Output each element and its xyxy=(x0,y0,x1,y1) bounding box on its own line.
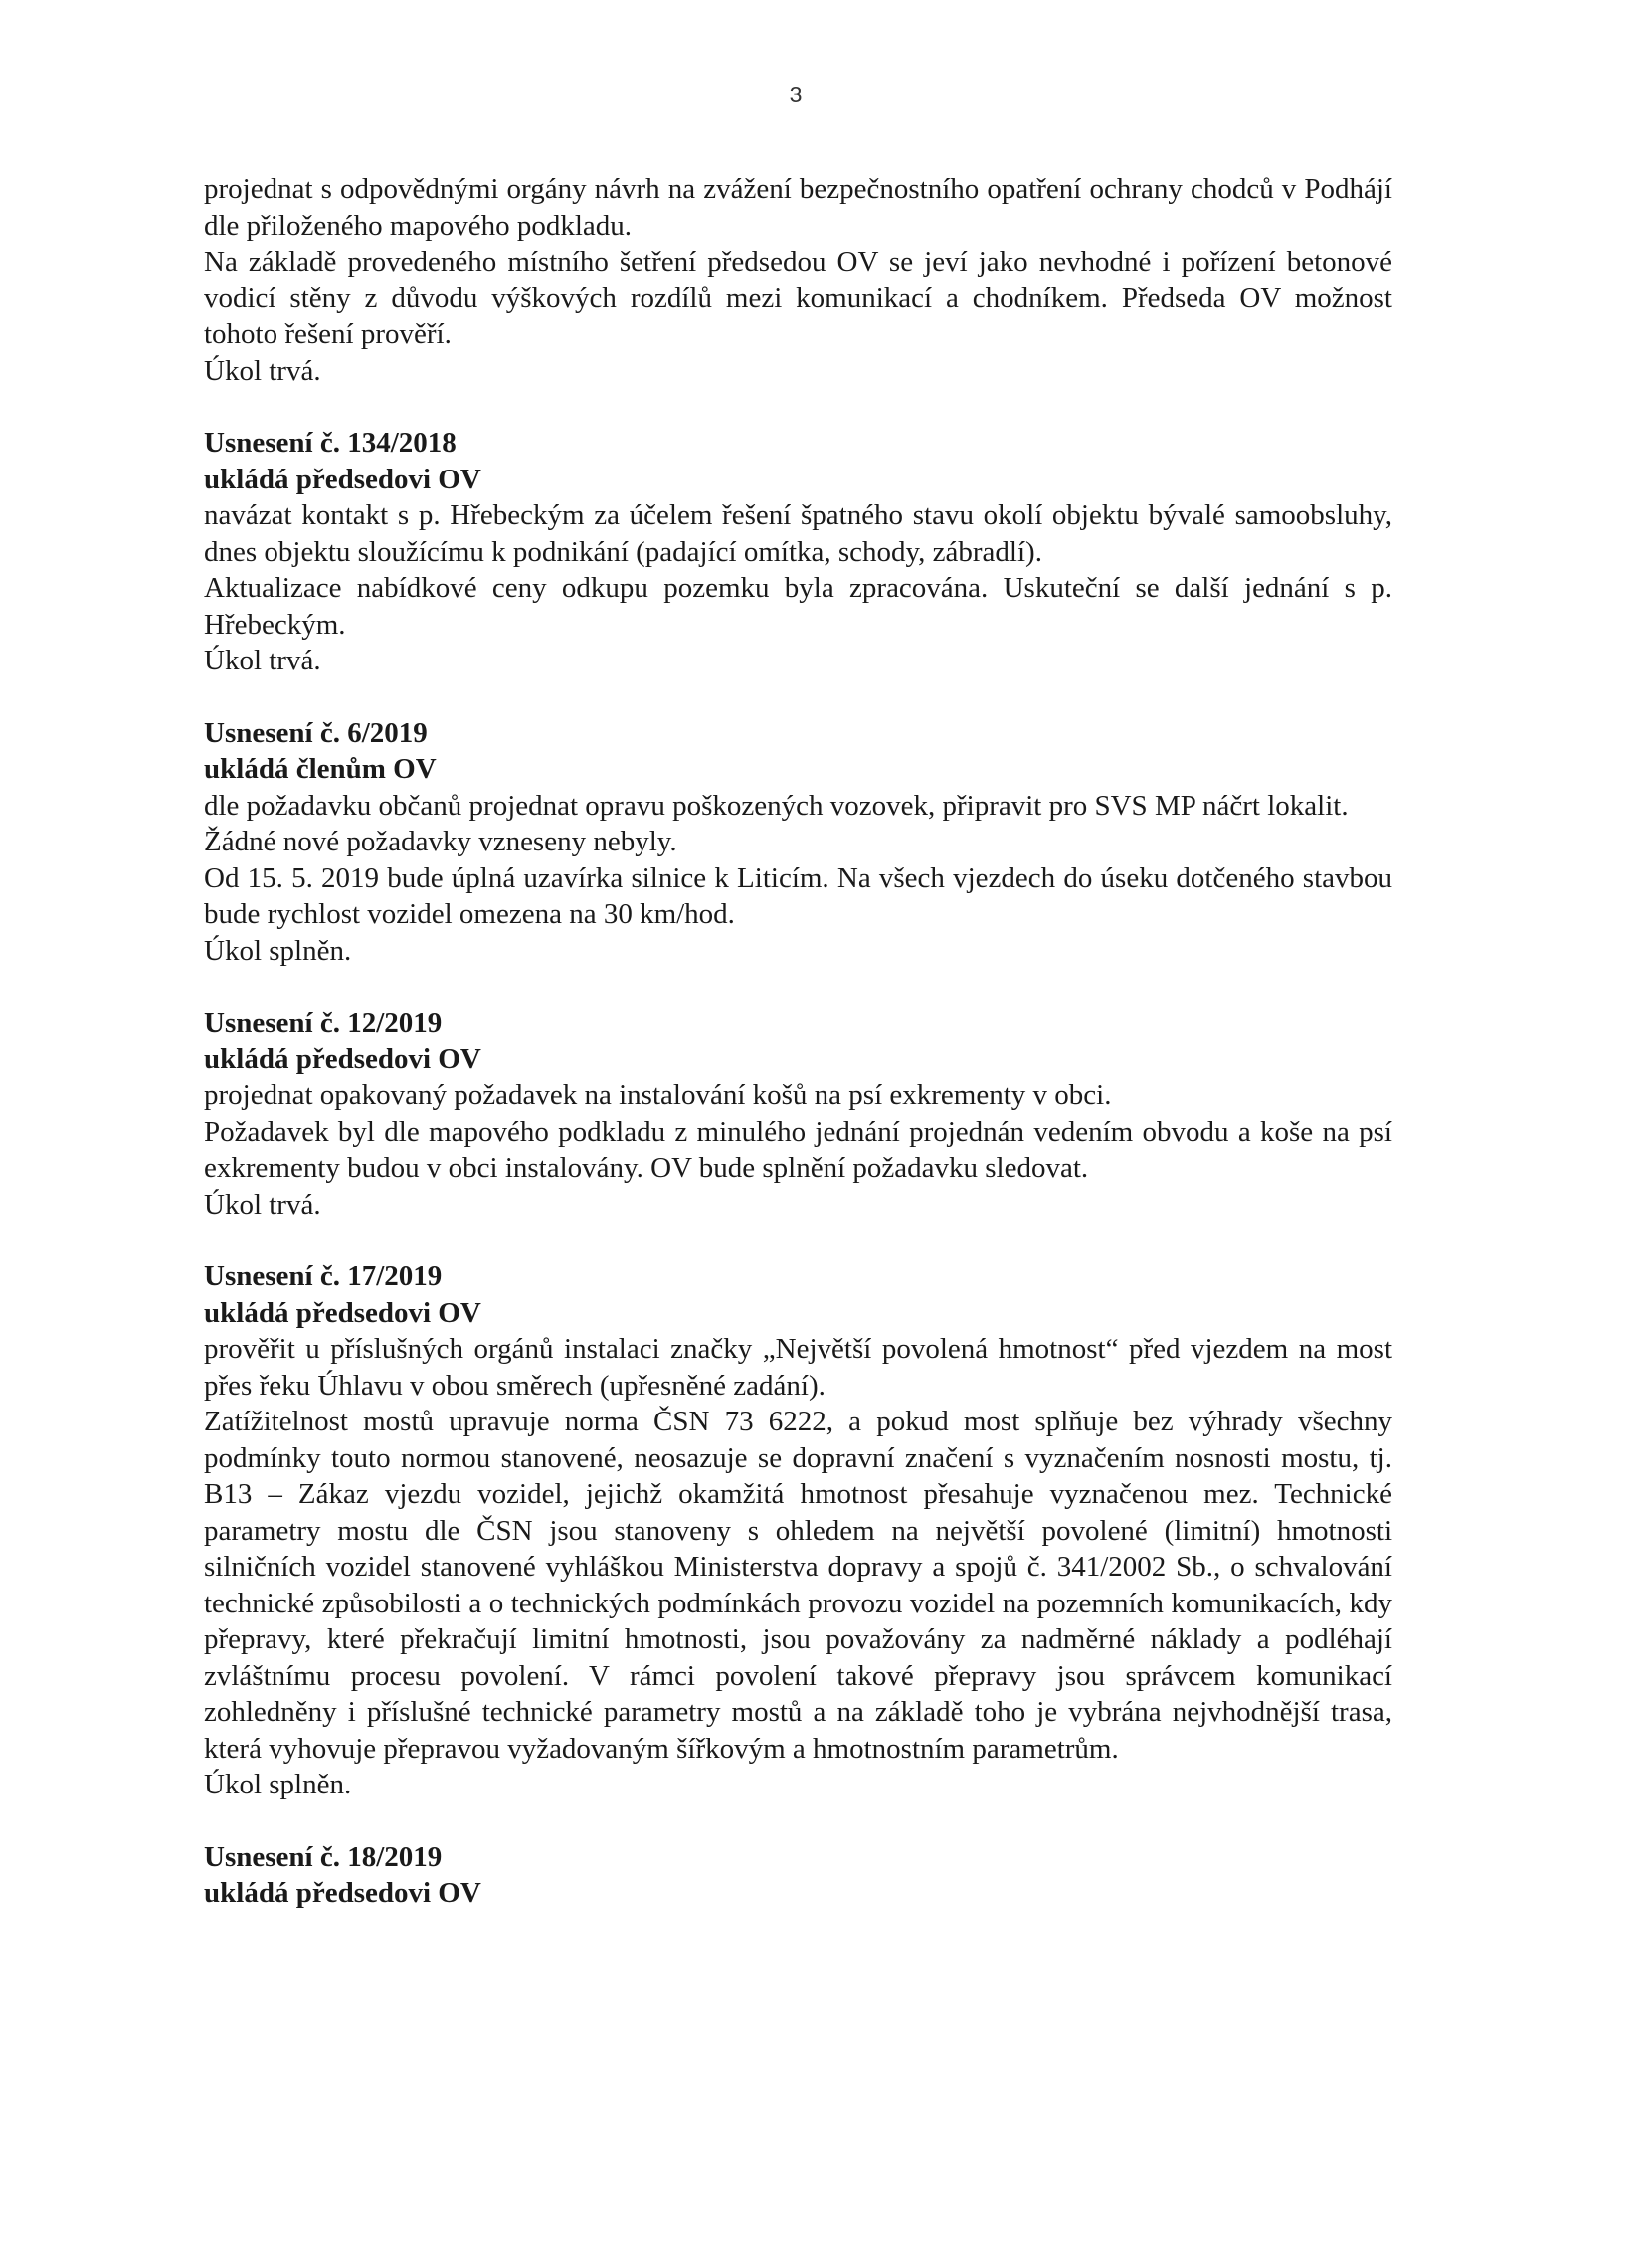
resolution-action: ukládá předsedovi OV xyxy=(204,1877,481,1909)
resolution-text: navázat kontakt s p. Hřebeckým za účelem řešení špatného stavu okolí objektu bývalé samoobsluhy, dnes objektu sloužícímu k podnikání (padající omítka, schody, zábradlí). xyxy=(204,499,1392,568)
intro-section xyxy=(204,171,1392,389)
resolution-action: ukládá předsedovi OV xyxy=(204,1042,481,1075)
resolution-text: Požadavek byl dle mapového podkladu z minulého jednání projednán vedením obvodu a koše na psí exkrementy budou v obci instalovány. OV bude splnění požadavku sledovat. xyxy=(204,1115,1392,1184)
resolution-number: Usnesení č. 17/2019 xyxy=(204,1260,443,1292)
document-body xyxy=(204,171,1392,1912)
resolution-17-2019 xyxy=(204,1258,1392,1803)
task-status: Úkol trvá. xyxy=(204,354,321,387)
resolution-number: Usnesení č. 12/2019 xyxy=(204,1007,443,1038)
task-status: Úkol trvá. xyxy=(204,1188,321,1221)
resolution-text: Od 15. 5. 2019 bude úplná uzavírka silnice k Liticím. Na všech vjezdech do úseku dotčeného stavbou bude rychlost vozidel omezena na 30 km/hod. xyxy=(204,861,1392,930)
task-status: Úkol splněn. xyxy=(204,934,352,967)
resolution-text: projednat opakovaný požadavek na instalování košů na psí exkrementy v obci. xyxy=(204,1079,1112,1111)
intro-paragraph: Na základě provedeného místního šetření předsedou OV se jeví jako nevhodné i pořízení betonové vodicí stěny z důvodu výškových rozdílů mezi komunikací a chodníkem. Předseda OV možnost tohoto řešení prověří. xyxy=(204,246,1392,350)
resolution-number: Usnesení č. 6/2019 xyxy=(204,716,428,749)
resolution-action: ukládá předsedovi OV xyxy=(204,1296,481,1329)
resolution-text: Aktualizace nabídkové ceny odkupu pozemku byla zpracována. Uskuteční se další jednání s p. Hřebeckým. xyxy=(204,572,1392,641)
task-status: Úkol trvá. xyxy=(204,645,321,676)
resolution-18-2019 xyxy=(204,1839,1392,1912)
resolution-text: Zatížitelnost mostů upravuje norma ČSN 73 6222, a pokud most splňuje bez výhrady všechny podmínky touto normou stanovené, neosazuje se dopravní značení s vyznačením nosnosti mostu, tj. B13 – Zákaz vjezdu vozidel, jejichž okamžitá hmotnost přesahuje vyznačenou mez. Technické parametry mostu dle ČSN jsou stanoveny s ohledem na největší povolené (limitní) hmotnosti silničních vozidel stanovené vyhláškou Ministerstva dopravy a spojů č. 341/2002 Sb., o schvalování technické způsobilosti a o technických podmínkách provozu vozidel na pozemních komunikacích, kdy přepravy, které překračují limitní hmotnosti, jsou považovány za nadměrné náklady a podléhají zvláštnímu procesu povolení. V rámci povolení takové přepravy jsou správcem komunikací zohledněny i příslušné technické parametry mostů a na základě toho je vybrána nejvhodnější trasa, která vyhovuje přepravou vyžadovaným šířkovým a hmotnostním parametrům. xyxy=(204,1406,1392,1765)
resolution-number: Usnesení č. 134/2018 xyxy=(204,427,457,459)
resolution-text: Žádné nové požadavky vzneseny nebyly. xyxy=(204,826,677,857)
resolution-number: Usnesení č. 18/2019 xyxy=(204,1840,443,1873)
intro-paragraph: projednat s odpovědnými orgány návrh na zvážení bezpečnostního opatření ochrany chodců v Podhájí dle přiloženého mapového podkladu. xyxy=(204,173,1392,242)
task-status: Úkol splněn. xyxy=(204,1769,352,1800)
resolution-text: prověřit u příslušných orgánů instalaci značky „Největší povolená hmotnost“ před vjezdem na most přes řeku Úhlavu v obou směrech (upřesněné zadání). xyxy=(204,1333,1392,1402)
resolution-action: ukládá členům OV xyxy=(204,753,437,785)
resolution-12-2019 xyxy=(204,1005,1392,1223)
resolution-action: ukládá předsedovi OV xyxy=(204,463,481,495)
resolution-text: dle požadavku občanů projednat opravu poškozených vozovek, připravit pro SVS MP náčrt lokalit. xyxy=(204,789,1349,822)
resolution-6-2019 xyxy=(204,715,1392,970)
resolution-134-2018 xyxy=(204,425,1392,679)
page-number: 3 xyxy=(789,82,803,107)
